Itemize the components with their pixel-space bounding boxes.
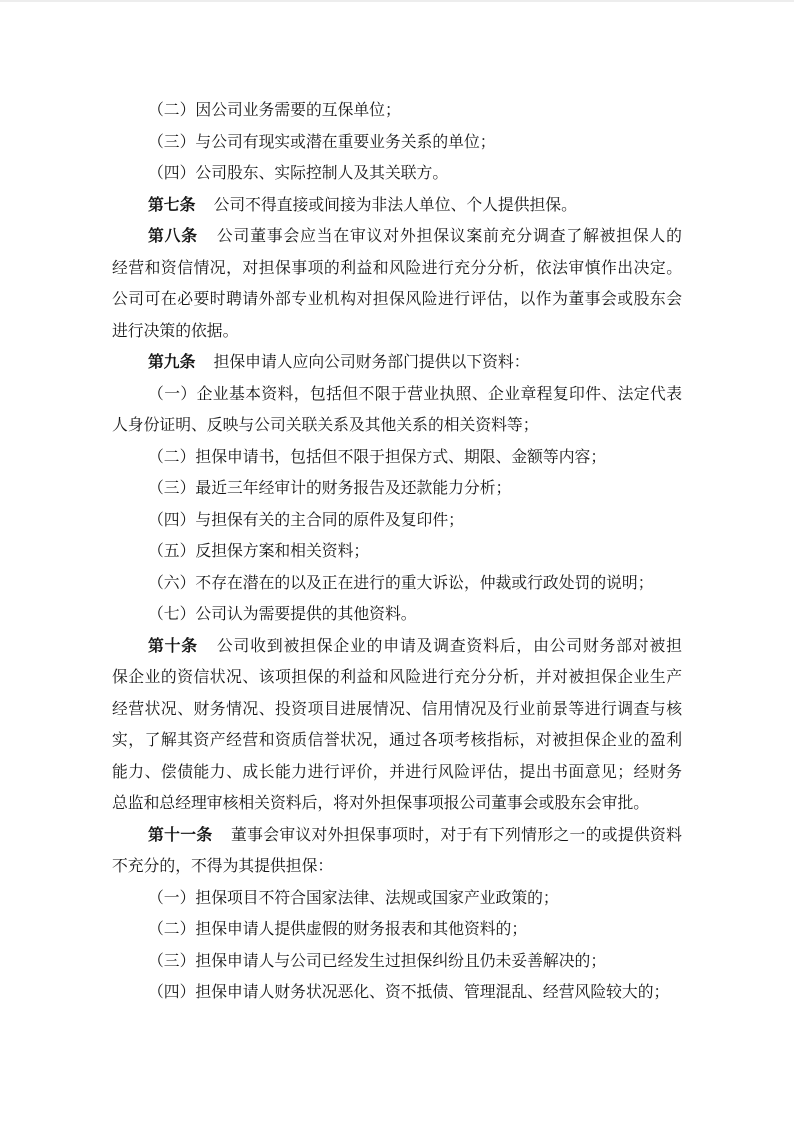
document-line [112, 284, 682, 316]
document-line [112, 253, 682, 285]
document-line [112, 158, 682, 190]
line-text: 担保申请人应向公司财务部门提供以下资料： [213, 354, 530, 371]
document-line [112, 631, 682, 663]
scan-edge-artifact [0, 0, 794, 2]
document-line [112, 568, 682, 600]
line-text: 公司可在必要时聘请外部专业机构对担保风险进行评估，以作为董事会或股东会 [112, 291, 682, 308]
line-text: 经营和资信情况，对担保事项的利益和风险进行充分分析，依法审慎作出决定。 [112, 259, 682, 277]
document-line [112, 820, 682, 852]
document-line [112, 694, 682, 726]
document-line [112, 725, 682, 757]
article-number: 第十一条 [148, 826, 213, 844]
line-text: （四）担保申请人财务状况恶化、资不抵债、管理混乱、经营风险较大的； [148, 984, 670, 1001]
line-text: 不充分的，不得为其提供担保： [112, 858, 334, 875]
line-text: 经营状况、财务情况、投资项目进展情况、信用情况及行业前景等进行调查与核 [112, 700, 682, 718]
document-line [112, 316, 682, 348]
document-line [112, 914, 682, 946]
document-line [112, 599, 682, 631]
document-line [112, 410, 682, 442]
line-text: 公司收到被担保企业的申请及调查资料后，由公司财务部对被担 [216, 637, 682, 655]
line-text: （一）担保项目不符合国家法律、法规或国家产业政策的； [148, 889, 559, 907]
line-text: 实，了解其资产经营和资质信誉状况，通过各项考核指标，对被担保企业的盈利 [112, 732, 682, 749]
line-text: （二）担保申请书，包括但不限于担保方式、期限、金额等内容； [148, 448, 607, 466]
line-text: （一）企业基本资料，包括但不限于营业执照、企业章程复印件、法定代表 [148, 385, 682, 403]
line-text: 能力、偿债能力、成长能力进行评价，并进行风险评估，提出书面意见；经财务 [112, 763, 682, 781]
line-text: （二）因公司业务需要的互保单位； [148, 102, 401, 119]
line-text: （二）担保申请人提供虚假的财务报表和其他资料的； [148, 921, 528, 938]
document-line [112, 127, 682, 159]
line-text: （三）与公司有现实或潜在重要业务关系的单位； [148, 133, 496, 151]
document-line [112, 347, 682, 379]
document-line [112, 536, 682, 568]
line-text: （七）公司认为需要提供的其他资料。 [148, 606, 417, 623]
line-text: 总监和总经理审核相关资料后，将对外担保事项报公司董事会或股东会审批。 [112, 795, 650, 812]
document-line [112, 946, 682, 978]
line-text: （五）反担保方案和相关资料； [148, 543, 370, 560]
document-line [112, 883, 682, 915]
article-number: 第七条 [148, 196, 196, 214]
article-number: 第八条 [148, 228, 198, 245]
line-text: 进行决策的依据。 [112, 322, 239, 340]
line-text: 公司不得直接或间接为非法人单位、个人提供担保。 [213, 196, 577, 214]
document-line [112, 977, 682, 1009]
document-line [112, 788, 682, 820]
line-text: （四）与担保有关的主合同的原件及复印件； [148, 511, 464, 529]
document-line [112, 379, 682, 411]
document-text-block [112, 95, 682, 1009]
document-line [112, 190, 682, 222]
document-line [112, 442, 682, 474]
line-text: （六）不存在潜在的以及正在进行的重大诉讼，仲裁或行政处罚的说明； [148, 574, 654, 592]
article-number: 第十条 [148, 637, 198, 655]
document-line [112, 851, 682, 883]
article-number: 第九条 [148, 354, 196, 371]
document-line [112, 662, 682, 694]
document-line [112, 221, 682, 253]
line-text: （三）最近三年经审计的财务报告及还款能力分析； [148, 480, 512, 497]
document-line [112, 505, 682, 537]
document-line [112, 473, 682, 505]
line-text: （四）公司股东、实际控制人及其关联方。 [148, 165, 449, 182]
line-text: 公司董事会应当在审议对外担保议案前充分调查了解被担保人的 [216, 228, 682, 245]
line-text: 保企业的资信状况、该项担保的利益和风险进行充分分析，并对被担保企业生产 [112, 669, 682, 686]
line-text: 人身份证明、反映与公司关联关系及其他关系的相关资料等； [112, 417, 539, 434]
document-line [112, 95, 682, 127]
line-text: （三）担保申请人与公司已经发生过担保纠纷且仍未妥善解决的； [148, 952, 607, 970]
line-text: 董事会审议对外担保事项时，对于有下列情形之一的或提供资料 [230, 826, 682, 844]
document-line [112, 757, 682, 789]
